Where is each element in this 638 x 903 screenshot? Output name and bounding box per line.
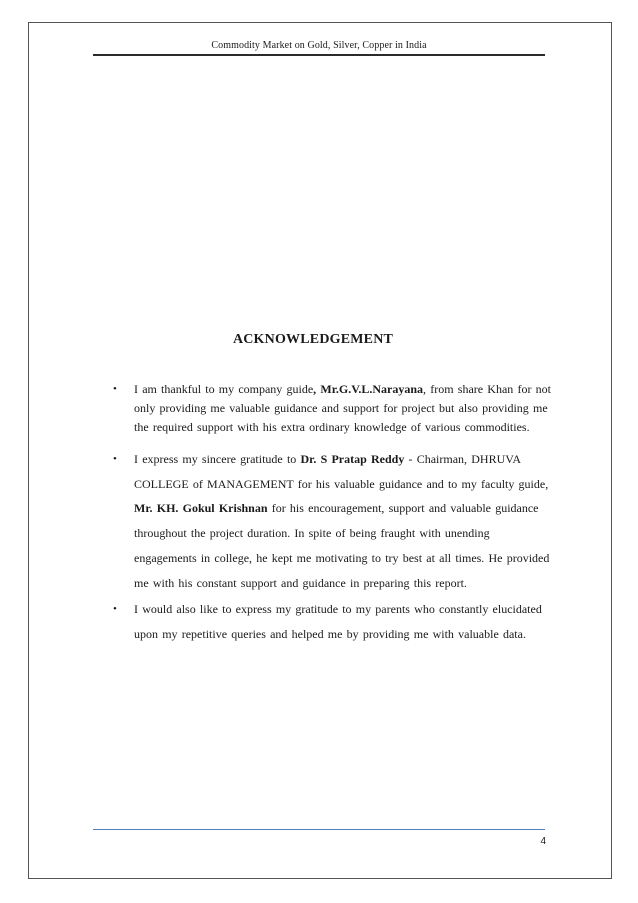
bullet-text: I express my sincere gratitude to [134,452,301,466]
bullet-text: I am thankful to my company guide [134,382,314,396]
bullet-icon: • [113,453,117,465]
page-number: 4 [540,836,546,847]
header-rule [93,54,545,56]
bullet-text: for his encouragement, support and valuable guidance throughout the project duration. In spite of being fraught with unending engagements in college, he kept me motivating to try best at all times. He provided me with his constant support and guidance in preparing this report. [134,501,550,590]
chairman-name: Dr. S Pratap Reddy [300,452,405,466]
faculty-guide-name: Mr. KH. Gokul Krishnan [134,501,268,516]
bullet-icon: • [113,383,117,395]
bullet-text: I would also like to express my gratitude to my parents who constantly elucidated upon my repetitive queries and helped me by providing me with valuable data. [134,602,542,641]
footer-rule [93,829,545,830]
bullet-text: - Chairman, DHRUVA COLLEGE of MANAGEMENT for his valuable guidance and to my faculty guide, [134,452,549,491]
acknowledgement-list [113,380,553,647]
list-item [113,380,553,437]
list-item [113,597,553,646]
guide-name: , Mr.G.V.L.Narayana [313,382,424,396]
bullet-icon: • [113,603,117,616]
page-title: ACKNOWLEDGEMENT [232,332,394,347]
bullet-text: , from share Khan for not only providing me valuable guidance and support for project but also providing me the required support with his extra ordinary knowledge of various commodities. [134,382,552,434]
running-header: Commodity Market on Gold, Silver, Copper in India [211,40,427,51]
list-item [113,447,553,595]
